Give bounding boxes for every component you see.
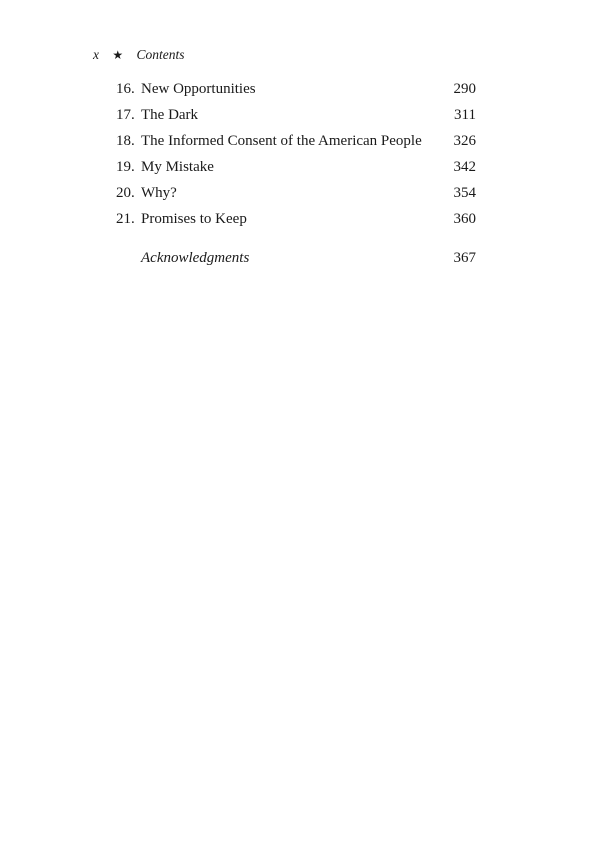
star-icon: ★ — [112, 48, 124, 62]
toc-entry-chapter-19 — [116, 157, 476, 183]
page-number: 311 — [454, 107, 476, 123]
running-head-title: Contents — [136, 47, 185, 62]
toc-entry-acknowledgments — [116, 248, 476, 274]
page-number: 290 — [453, 81, 476, 97]
page-number: 342 — [453, 159, 476, 175]
chapter-title: The Dark — [141, 107, 199, 123]
chapter-title: Why? — [141, 185, 177, 201]
chapter-number: 19. — [116, 159, 135, 175]
page-number: 326 — [453, 133, 476, 149]
toc-entry-chapter-21 — [116, 209, 476, 235]
chapter-number: 20. — [116, 185, 135, 201]
toc-entry-chapter-16 — [116, 79, 476, 105]
toc-entry-chapter-17 — [116, 105, 476, 131]
table-of-contents — [116, 79, 476, 274]
chapter-title: The Informed Consent of the American People — [141, 133, 422, 149]
chapter-number: 21. — [116, 211, 135, 227]
chapter-title: Promises to Keep — [141, 211, 247, 227]
chapter-number: 16. — [116, 81, 135, 97]
page-folio: x — [93, 47, 99, 62]
chapter-number: 18. — [116, 133, 135, 149]
toc-entry-chapter-18 — [116, 131, 476, 157]
page-number: 367 — [453, 250, 476, 266]
running-head — [93, 47, 185, 63]
page-number: 354 — [453, 185, 476, 201]
page-number: 360 — [453, 211, 476, 227]
chapter-number: 17. — [116, 107, 135, 123]
back-matter-title: Acknowledgments — [141, 250, 250, 266]
chapter-title: My Mistake — [141, 159, 214, 175]
toc-entry-chapter-20 — [116, 183, 476, 209]
chapter-title: New Opportunities — [141, 81, 256, 97]
